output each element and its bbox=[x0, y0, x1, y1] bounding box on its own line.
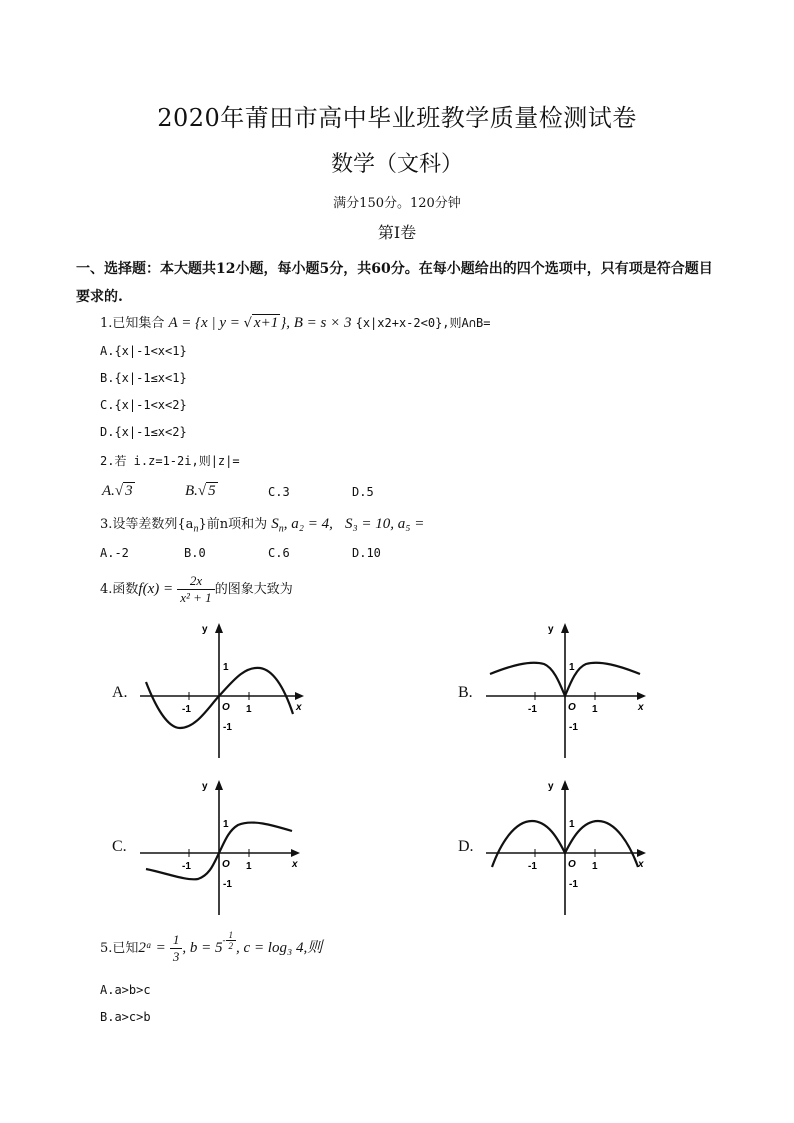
graph-a-y-arrow bbox=[215, 623, 223, 633]
graph-b-y-label: y bbox=[548, 624, 554, 635]
exam-subtitle: 数学（文科） bbox=[330, 152, 463, 177]
q2-option-a-label: A. bbox=[102, 483, 115, 499]
graph-c-tick-1-label: 1 bbox=[246, 861, 252, 872]
exam-title: 2020年莆田市高中毕业班教学质量检测试卷 bbox=[157, 104, 637, 132]
q2-option-a-root: 3 bbox=[125, 483, 133, 499]
graph-d-y-neg1-label: -1 bbox=[569, 879, 578, 890]
q5-expr-c: , c = log₃ 4,则 bbox=[236, 940, 323, 956]
q4-suffix: 的图象大致为 bbox=[214, 582, 293, 597]
q4-fraction bbox=[177, 573, 214, 606]
graph-c-tick-neg1-label: -1 bbox=[182, 861, 191, 872]
section-heading: 一、选择题：本大题共12小题，每小题5分，共60分。在每小题给出的四个选项中，只有项是符合题目要求的. bbox=[76, 261, 713, 305]
graph-c-label: C. bbox=[112, 838, 127, 855]
question-2: 2.若 i.z=1-2i,则|z|= bbox=[100, 454, 240, 468]
q3-sn: S bbox=[271, 516, 279, 532]
graph-b-tick-1-label: 1 bbox=[592, 704, 598, 715]
q2-option-a: A.√ 3 bbox=[102, 483, 133, 499]
graph-b-y-arrow bbox=[561, 623, 569, 633]
graph-a-x-arrow bbox=[295, 692, 304, 700]
graph-d-tick-1-label: 1 bbox=[592, 861, 598, 872]
q1-prefix: 1.已知集合 bbox=[100, 316, 165, 331]
graph-d bbox=[486, 775, 656, 917]
graph-b-y-neg1-label: -1 bbox=[569, 722, 578, 733]
graph-c-x-arrow bbox=[291, 849, 300, 857]
q5-frac-den: 3 bbox=[172, 949, 180, 964]
graph-a bbox=[140, 620, 310, 760]
q3-stem-prefix: 3.设等差数列{a bbox=[100, 517, 194, 532]
q5-exp-num: 1 bbox=[226, 930, 237, 941]
q5-fraction bbox=[170, 932, 183, 965]
graph-a-y-neg1-label: -1 bbox=[223, 722, 232, 733]
question-4 bbox=[100, 573, 293, 606]
graph-b-x-label: x bbox=[638, 702, 644, 713]
q3-option-d: D.10 bbox=[352, 546, 381, 560]
graph-d-x-label: x bbox=[638, 859, 644, 870]
q4-func: f(x) = bbox=[138, 581, 174, 597]
q3-sub-n: n bbox=[193, 523, 199, 535]
graph-c-x-label: x bbox=[292, 859, 298, 870]
q3-s3: S₃ = 10, a₅ = bbox=[344, 516, 425, 532]
graph-b-tick-neg1-label: -1 bbox=[528, 704, 537, 715]
graph-c-y-neg1-label: -1 bbox=[223, 879, 232, 890]
graph-b-y-1-label: 1 bbox=[569, 662, 575, 673]
q2-option-d: D.5 bbox=[352, 485, 374, 499]
q4-prefix: 4.函数 bbox=[100, 582, 139, 597]
q1-condition: {x|x2+x-2<0},则A∩B= bbox=[355, 316, 491, 330]
graph-b-x-arrow bbox=[637, 692, 646, 700]
graph-b-origin: O bbox=[568, 702, 576, 713]
graph-a-x-label: x bbox=[296, 702, 302, 713]
q4-denominator: x² + 1 bbox=[180, 590, 212, 605]
graph-d-y-1-label: 1 bbox=[569, 819, 575, 830]
q5-option-b: B.a>c>b bbox=[100, 1010, 151, 1024]
q5-exp-den: 2 bbox=[228, 941, 234, 952]
graph-b-label: B. bbox=[458, 684, 473, 701]
q1-set-a: A = {x | y = bbox=[168, 315, 244, 331]
graph-b bbox=[486, 620, 656, 760]
graph-a-tick-1-label: 1 bbox=[246, 704, 252, 715]
graph-a-origin: O bbox=[222, 702, 230, 713]
graph-d-label: D. bbox=[458, 838, 474, 855]
graph-c-y-arrow bbox=[215, 780, 223, 790]
graph-d-tick-neg1-label: -1 bbox=[528, 861, 537, 872]
graph-d-origin: O bbox=[568, 859, 576, 870]
graph-a-label: A. bbox=[112, 684, 128, 701]
q2-option-b-root: 5 bbox=[208, 483, 216, 499]
graph-a-y-1-label: 1 bbox=[223, 662, 229, 673]
graph-c-y-label: y bbox=[202, 781, 208, 792]
q1-set-b: }, B = s × 3 bbox=[280, 315, 352, 331]
graph-c bbox=[140, 775, 310, 917]
q5-expr-a: 2ᵃ = bbox=[138, 940, 166, 956]
q3-a2: , a₂ = 4, bbox=[283, 516, 333, 532]
q3-sn-sub: n bbox=[278, 523, 284, 535]
q5-prefix: 5.已知 bbox=[100, 941, 139, 956]
graph-c-origin: O bbox=[222, 859, 230, 870]
q1-option-c: C.{x|-1<x<2} bbox=[100, 398, 187, 412]
q1-option-d: D.{x|-1≤x<2} bbox=[100, 425, 187, 439]
q2-option-b: B.√ 5 bbox=[185, 483, 216, 499]
volume-label: 第Ⅰ卷 bbox=[377, 223, 417, 242]
question-5: 5.已知2ᵃ = $\frac{1}{3}$ , $b = 5^{- \frac{1}{2}}$ , c = log₃ 4,则 bbox=[100, 930, 323, 964]
q1-sqrt: x+1 bbox=[253, 315, 279, 331]
question-3 bbox=[100, 513, 424, 535]
graph-d-y-arrow bbox=[561, 780, 569, 790]
graph-d-x-arrow bbox=[637, 849, 646, 857]
q4-numerator: 2x bbox=[177, 573, 214, 590]
q2-option-b-label: B. bbox=[185, 483, 198, 499]
q5-frac-num: 1 bbox=[170, 932, 183, 949]
exam-meta: 满分150分。120分钟 bbox=[333, 196, 461, 211]
graph-a-y-label: y bbox=[202, 624, 208, 635]
graph-a-tick-neg1-label: -1 bbox=[182, 704, 191, 715]
q5-expr-b: , b = 5 bbox=[182, 940, 223, 956]
q2-option-c: C.3 bbox=[268, 485, 290, 499]
q3-option-a: A.-2 bbox=[100, 546, 129, 560]
graph-d-y-label: y bbox=[548, 781, 554, 792]
question-1: 1.已知集合 A = {x | y = √ x+1 }, B = s × 3 {x|x2+x-2<0},则A∩B= bbox=[100, 315, 491, 331]
q3-option-b: B.0 bbox=[184, 546, 206, 560]
q3-option-c: C.6 bbox=[268, 546, 290, 560]
graph-c-y-1-label: 1 bbox=[223, 819, 229, 830]
q1-option-b: B.{x|-1≤x<1} bbox=[100, 371, 187, 385]
q1-option-a: A.{x|-1<x<1} bbox=[100, 344, 187, 358]
q3-stem-mid: }前n项和为 bbox=[198, 517, 268, 532]
q5-option-a: A.a>b>c bbox=[100, 983, 151, 997]
